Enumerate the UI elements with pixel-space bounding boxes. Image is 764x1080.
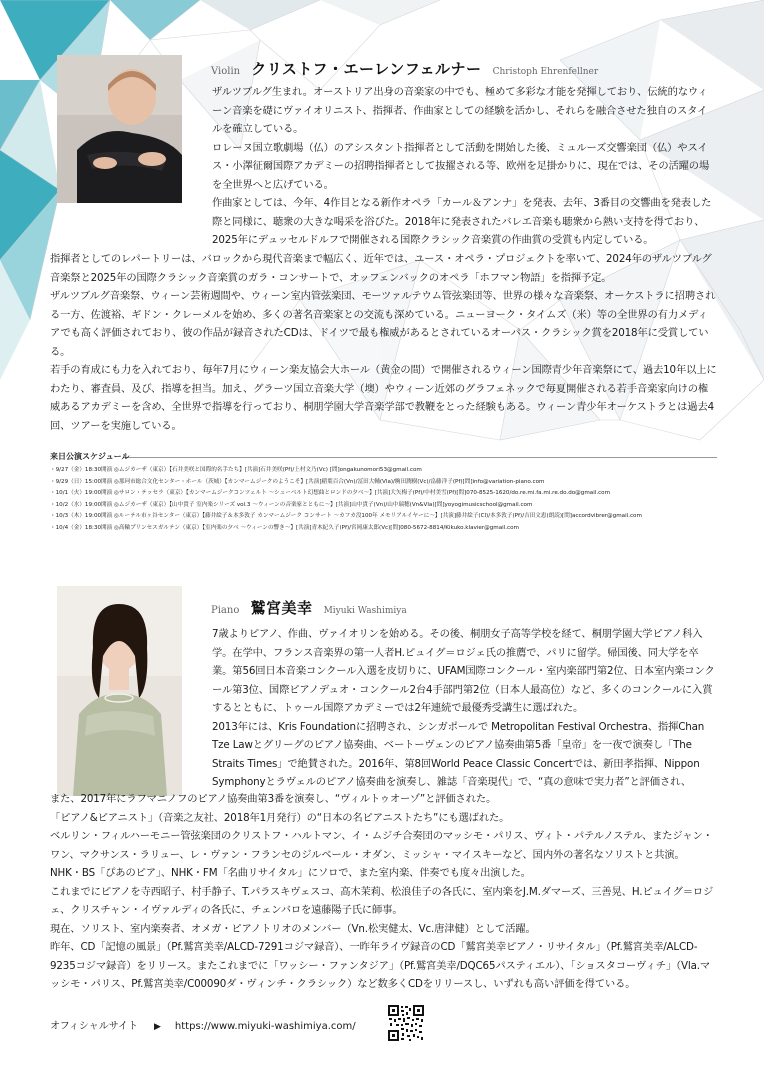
pianist-bio-paragraph: 7歳よりピアノ、作曲、ヴァイオリンを始める。その後、桐朋女子高等学校を経て、桐朋学園大学ピアノ科入学。在学中、フランス音楽界の第一人者H.ピュイグ＝ロジェ氏の推薦で、パリに留学。帰国後、同大学を卒業。第56回日本音楽コンクール入選を皮切りに、UFAM国際コンクール・室内楽部門第2位、日本室内楽コンクール第3位、国際ピアノデュオ・コンクール2台4手部門第2位（日本人最高位）など、多くのコンクールに入賞するとともに、トゥール国際アカデミーでは2年連続で最優秀受講生に選ばれた。: [212, 628, 715, 714]
official-site-url[interactable]: https://www.miyuki-washimiya.com/: [174, 1021, 356, 1032]
official-site-line: [50, 1017, 356, 1032]
schedule-item: ・9/27（金）18:30開演 ◎ムジカーザ（東京）【石井美咲と国際的名手たち】[共演]石井美咲(Pf)/上村文乃(Vc) [問]ongakunomori53@gmail.com: [50, 467, 422, 473]
violinist-heading: [211, 58, 598, 79]
pianist-heading: [211, 597, 407, 618]
schedule-item: ・10/1（火）19:00開演 ◎サロン・テッセラ（東京）【カンマームジークコンツェルト ～シューベルト幻想曲とロンドの夕べ～】[共演]大矢梅子(Pf)/中村美雪(Pf)[問]070-8525-1620/do.re.mi.fa.mi.re.do.do@gmail.com: [50, 490, 611, 497]
arrow-right-icon: ▶: [154, 1022, 161, 1032]
schedule-item: ・9/29（日）15:00開演 ◎那珂市総合文化センター・ホール（茨城）【カンマームジークのようこそ】[共演]稲葉百合(Vn)/冨田大輔(Vla)/駒田潤樹(Vc)/畠藤洋子(Pf)[問]info@variation-piano.com: [50, 478, 545, 485]
violinist-bio-paragraph: ザルツブルグ音楽祭、ウィーン芸術週間や、ウィーン室内管弦楽団、モーツァルテウム管弦楽団等、世界の様々な音楽祭、オーケストラに招聘される一方、佐渡裕、ギドン・クレーメルを始め、多くの著名音楽家との交流も深めている。ニューヨーク・タイムズ（米）等の全世界の有力メディアでも高く評価されており、彼の作品が録音されたCDは、ドイツで最も権威があるとされているオーパス・クラシック賞を2018年に受賞している。: [50, 290, 716, 358]
pianist-bio-paragraph: 「ピアノ&ピアニスト」（音楽之友社、2018年1月発行）の“日本の名ピアニストたち”にも選ばれた。: [50, 811, 510, 824]
schedule-title: 来日公演スケジュール: [50, 452, 130, 461]
pianist-name-en: Miyuki Washimiya: [323, 606, 407, 616]
qr-code-icon[interactable]: [387, 1004, 425, 1042]
pianist-bio-wrapped: [212, 625, 717, 792]
pianist-bio-paragraph: これまでにピアノを寺西昭子、村手静子、T.パラスキヴェスコ、高木茉莉、松浪佳子の各氏に、室内楽をJ.M.ダマーズ、三善晃、H.ピュイグ＝ロジェ、クリスチャン・イヴァルディの各氏に、チェンバロを遠藤陽子氏に師事。: [50, 885, 714, 916]
pianist-bio-paragraph: また、2017年にラフマニノフのピアノ協奏曲第3番を演奏し、“ヴィルトゥオーゾ”と評価された。: [50, 793, 497, 805]
pianist-name-ja: 鷲宮美幸: [250, 599, 313, 617]
pianist-bio-full: [50, 790, 717, 994]
schedule-item: ・10/2（水）19:00開演 ◎ムジカーザ（東京）【山中貴子 室内楽シリーズ vol.3 ～ウィーンの音楽家とともに～】[共演]山中貴子(Vn)/山中瑞穂(Vn&Vla)[問]yoyogimusicschool@gmail.com: [50, 501, 533, 508]
schedule-item: ・10/4（金）18:30開演 ◎高輪プリンセスガルテン（東京）【室内楽の夕べ ～ウィーンの響き～】[共演]青木紀久子(Pf)/宮岡康太郎(Vc)[問]080-5672-8814/Kikuko.klavier@gmail.com: [50, 524, 519, 531]
pianist-bio-paragraph: ベルリン・フィルハーモニー管弦楽団のクリストフ・ハルトマン、イ・ムジチ合奏団のマッシモ・パリス、ヴィト・パテルノステル、またジャン・ワン、マクサンス・ラリュー、レ・ヴァン・フランセのジルベール・オダン、ミッシャ・マイスキーなど、国内外の著名なソリストと共演。: [50, 830, 713, 861]
pianist-bio-paragraph: 昨年、CD「記憶の風景」（Pf.鷲宮美幸/ALCD-7291コジマ録音）、一昨年ライヴ録音のCD「鷲宮美幸ピアノ・リサイタル」（Pf.鷲宮美幸/ALCD-9235コジマ録音）をリリース。またこれまでに「ワッシー・ファンタジア」（Pf.鷲宮美幸/DQC65パスティエル）、「ショスタコーヴィチ」（Vla.マッシモ・パリス、Pf.鷲宮美幸/C00090ダ・ヴィンチ・クラシック）など数多くCDをリリースし、いずれも高い評価を得ている。: [50, 941, 711, 990]
pianist-bio-paragraph: 現在、ソリスト、室内楽奏者、オメガ・ピアノトリオのメンバー（Vn.松実健太、Vc.唐津健）として活躍。: [50, 922, 536, 935]
pianist-photo: [57, 586, 182, 796]
pianist-bio-paragraph: 2013年には、Kris Foundationに招聘され、シンガポールで Metropolitan Festival Orchestra、指揮Chan Tze Lawとグリーグのピアノ協奏曲、ベートーヴェンのピアノ協奏曲第5番「皇帝」を一夜で演奏し「The Straits Times」で絶賛された。2016年、第8回World Peace Classic Concertでは、新田孝指揮、Nippon Symphonyとラヴェルのピアノ協奏曲を演奏し、雑誌「音楽現代」で、“真の意味で実力者”と評価され、: [212, 720, 705, 788]
schedule-item: ・10/3（木）19:00開演 ◎ルーテル市ヶ谷センター（東京）【藤井絵子＆本多敦子 カンマームジーク コンサート ～カフカ没100年 メモリアルイヤーに～】[共演]藤井絵子(Cl)/本多敦子(Pf)/吉田文恵(朗読)[問]accordvibrer@gmail.com: [50, 513, 642, 520]
pianist-bio-paragraph: NHK・BS「ぴあのピア」、NHK・FM「名曲リサイタル」にソロで、また室内楽、伴奏でも度々出演した。: [50, 867, 531, 879]
violinist-bio-wrapped: [212, 83, 717, 250]
schedule-divider: [123, 457, 717, 458]
violinist-bio-paragraph: ロレーヌ国立歌劇場（仏）のアシスタント指揮者として活動を開始した後、ミュルーズ交響楽団（仏）やスイス・小澤征爾国際アカデミーの招聘指揮者として抜擢される等、欧州を足掛かりに、現在では、その活躍の場を全世界へと広げている。: [212, 141, 710, 191]
violinist-bio-paragraph: 作曲家としては、今年、4作目となる新作オペラ「カール＆アンナ」を発表、去年、3番目の交響曲を発表した際と同様に、聴衆の大きな喝采を浴びた。2018年に発表されたバレエ音楽も聴衆から熱い支持を得ており、2025年にデュッセルドルフで開催される国際クラシック音楽賞の作曲賞の受賞も内定している。: [212, 197, 712, 246]
violinist-bio-full: [50, 250, 717, 435]
violinist-bio-paragraph: ザルツブルグ生まれ。オーストリア出身の音楽家の中でも、極めて多彩な才能を発揮しており、伝統的なウィーン音楽を礎にヴァイオリニスト、指揮者、作曲家としての経験を活かし、それらを融合させた独自のスタイルを確立している。: [212, 86, 708, 135]
schedule-list: [50, 465, 717, 535]
official-site-label: オフィシャルサイト: [50, 1021, 138, 1032]
violinist-role: Violin: [211, 66, 241, 77]
violinist-bio-paragraph: 若手の育成にも力を入れており、毎年7月にウィーン楽友協会大ホール（黄金の間）で開催されるウィーン国際青少年音楽祭にて、過去10年以上にわたり、審査員、及び、指導を担当。加え、グラーツ国立音楽大学（墺）やウィーン近郊のグラフェネックで毎夏開催される若手音楽家向けの権威あるアカデミーを含め、全世界で指導を行っており、桐朋学園大学音楽学部で教鞭をとった経験もある。ウィーン青少年オーケストラとは過去4回、ツアーを実施している。: [50, 364, 717, 432]
pianist-role: Piano: [211, 605, 240, 616]
violinist-name-ja: クリストフ・エーレンフェルナー: [251, 60, 482, 78]
violinist-photo: [57, 55, 182, 203]
violinist-bio-paragraph: 指揮者としてのレパートリーは、バロックから現代音楽まで幅広く、近年では、ユース・オペラ・プロジェクトを率いて、2024年のザルツブルグ音楽祭と2025年の国際クラシック音楽賞のガラ・コンサートで、オッフェンバックのオペラ「ホフマン物語」を指揮予定。: [50, 253, 712, 284]
violinist-name-en: Christoph Ehrenfellner: [492, 67, 599, 77]
